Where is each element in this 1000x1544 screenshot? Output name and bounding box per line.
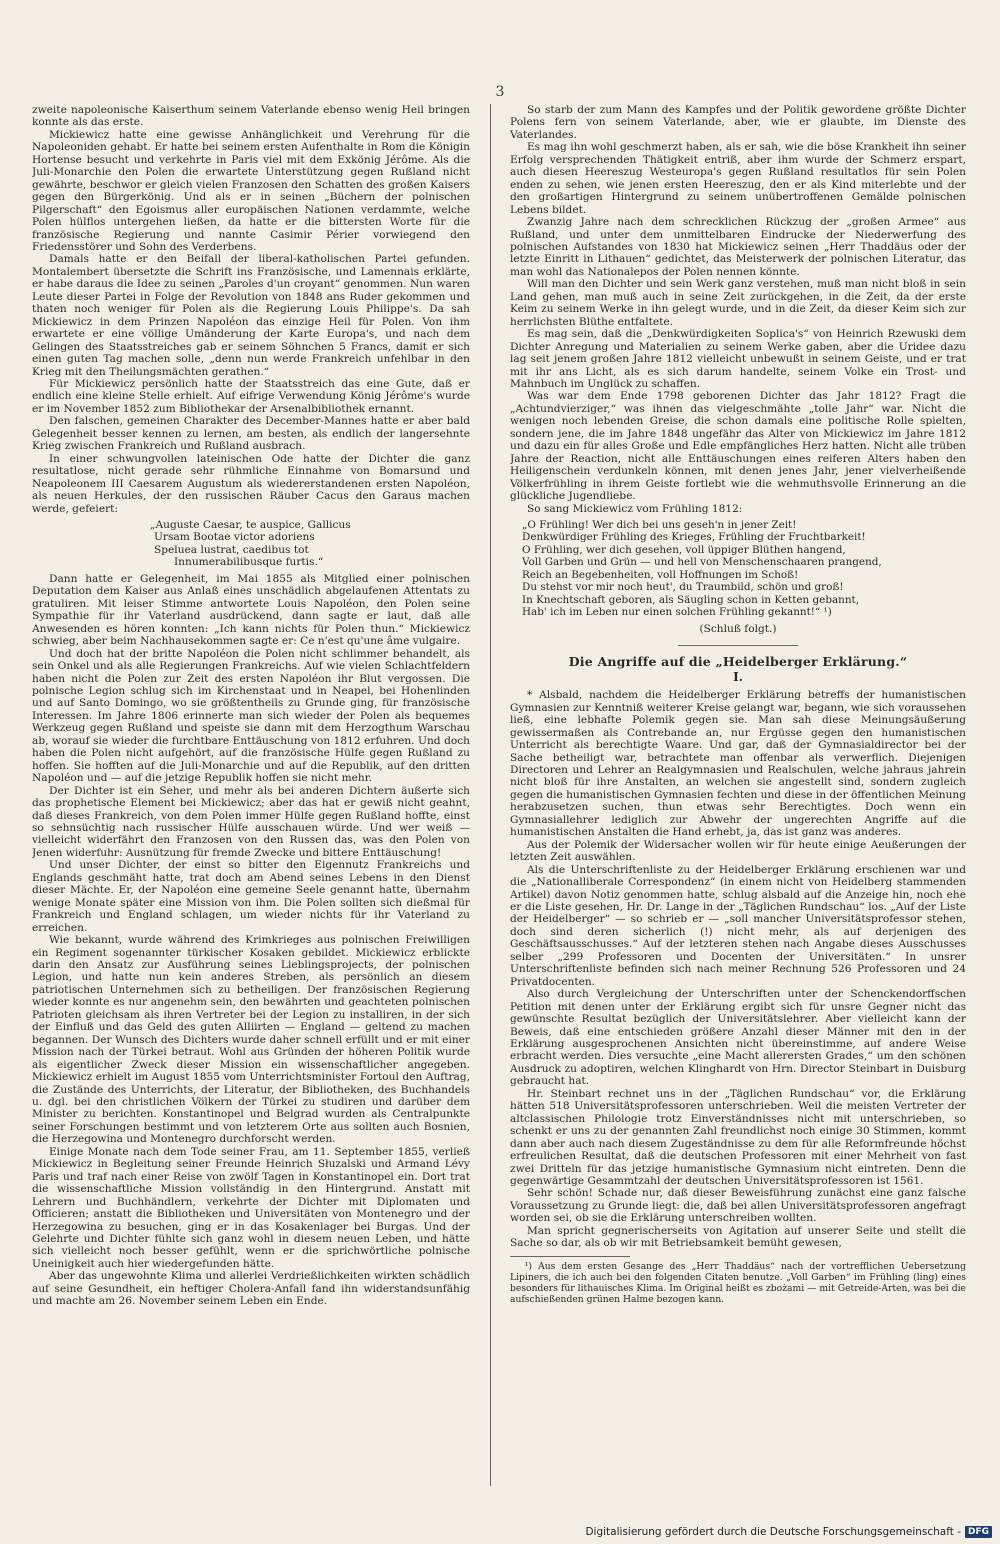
paragraph: In einer schwungvollen lateinischen Ode hatte der Dichter die ganz resultatlose, nicht gerade sehr rühmliche Einnahme von Bomarsund und Neapoleonem III Caesarem Augustum als wiedererstandenen ersten Napoléon, als neuen Herkules, der den russischen Räuber Cacus den Garaus machen werde, gefeiert: [32, 452, 470, 515]
poem-line: Voll Garben und Grün — und hell von Menschenschaaren prangend, [522, 556, 882, 569]
dfg-logo: DFG [965, 1526, 992, 1538]
credit-text: Digitalisierung gefördert durch die Deutsche Forschungsgemeinschaft - [585, 1526, 961, 1538]
paragraph: Der Dichter ist ein Seher, und mehr als bei anderen Dichtern äußerte sich das prophetische Element bei Mickiewicz; aber das hat er gewiß nicht geahnt, daß dieses Frankreich, von dem Polen immer Hülfe gegen Rußland hoffte, einst so sehnsüchtig nach russischer Hülfe ausschauen würde. Und wer weiß — vielleicht widerfährt den Franzosen von den Russen das, was den Polen von Jenen widerfuhr: Ausnützung für fremde Zwecke und bittere Enttäuschung! [32, 784, 470, 859]
paragraph: So sang Mickiewicz vom Frühling 1812: [526, 502, 743, 515]
article-part-number: I. [733, 669, 743, 684]
paragraph: Wie bekannt, wurde während des Krimkrieges aus polnischen Freiwilligen ein Regiment sogenannter türkischer Kosaken gebildet. Mickiewicz erblickte darin den Ansatz zur Ausführung seines Lieblingsprojects, der polnischen Legion, und hatte nun kein anderes Streben, als persönlich an diesem patriotischen Unternehmen sich zu betheiligen. Der französischen Regierung wieder konnte es nur angenehm sein, den bewährten und geachteten polnischen Patrioten gleichsam als ihren Vertreter bei der Legion zu installiren, in der sich der Einfluß und das Geld des guten Alliirten — England — geltend zu machen begannen. Der Wunsch des Dichters wurde daher schnell erfüllt und er mit einer Mission nach der Türkei betraut. Wohl aus Gründen der höheren Politik wurde als eigentlicher Zweck dieser Mission ein wissenschaftlicher angegeben. Mickiewicz erhielt im August 1855 vom Unterrichtsminister Fortoul den Auftrag, die Zustände des Unterrichts, der Literatur, der Bibliotheken, des Buchhandels u. dgl. bei den christlichen Völkern der Türkei zu studiren und darüber dem Minister zu berichten. Konstantinopel und Belgrad wurden als Centralpunkte seiner Forschungen bestimmt und von letzterem Orte aus sollten auch Bosnien, die Herzegowina und Montenegro durchforscht werden. [32, 934, 470, 1146]
paragraph: Als die Unterschriftenliste zu der Heidelberger Erklärung erschienen war und die „Nationalliberale Correspondenz“ (in einem nicht von Heidelberg stammenden Artikel) davon Notiz genommen hatte, schlug alsbald auf die Anzeige hin, noch ehe er die Liste gesehen, Hr. Dr. Lange in der „Täglichen Rundschau“ los. „Auf der Liste der Heidelberger“ — so schrieb er — „soll mancher Universitätsprofessor stehen, doch sind deren sicherlich (!) nicht mehr, als auf derjenigen des Geschäftsausschusses.“ Auf der letzteren stehen nach Angabe dieses Ausschusses selber „299 Professoren und Docenten der Universitäten.“ In unsrer Unterschriftenliste befinden sich nach meiner Rechnung 526 Professoren und 24 Privatdocenten. [510, 863, 966, 988]
paragraph: Will man den Dichter und sein Werk ganz verstehen, muß man nicht bloß in sein Land gehen, man muß auch in seine Zeit zurückgehen, in die Zeit, da der erste Keim zu seinem Werke in ihn gelegt wurde, und in die Zeit, da dieser Keim sich zur herrlichsten Blüthe entfaltete. [510, 278, 966, 328]
digitization-credit [585, 1526, 992, 1538]
quote-line: Ursam Bootae victor adoriens [154, 531, 315, 544]
paragraph: Für Mickiewicz persönlich hatte der Staatsstreich das eine Gute, daß er endlich eine kleine Stelle erhielt. Auf eifrige Verwendung König Jérôme's wurde er im November 1852 zum Bibliothekar der Arsenalbibliothek ernannt. [32, 377, 470, 415]
page-number: 3 [495, 84, 505, 100]
quote-line: „Auguste Caesar, te auspice, Gallicus [150, 518, 351, 531]
right-column [510, 104, 966, 1488]
paragraph: Damals hatte er den Beifall der liberal-katholischen Partei gefunden. Montalembert übersetzte die Schrift ins Französische, und Lamennais erklärte, er habe daraus die Idee zu seinen „Paroles d'un croyant“ genommen. Nun waren Leute dieser Partei in Folge der Revolution von 1848 ans Ruder gekommen und thaten noch weniger für Polen als die Regierung Louis Philippe's. Da sah Mickiewicz in dem Prinzen Napoléon das einzige Heil für Polen. Von ihm erwartete er eine völlige Umänderung der Karte Europa's, und nach dem Gelingen des Staatsstreiches gab er seinem Söhnchen 5 Francs, damit er sich einen guten Tag machen solle, „denn nun werde Frankreich unfehlbar in den Krieg mit den Theilungsmächten gerathen.“ [32, 253, 470, 378]
paragraph: Was war dem Ende 1798 geborenen Dichter das Jahr 1812? Fragt die „Achtundvierziger,“ was ihnen das vielgeschmähte „tolle Jahr“ war. Nicht die wenigen noch lebenden Greise, die schon damals eine politische Rolle spielten, sondern jene, die im Jahre 1848 ungefähr das Alter von Mickiewicz im Jahre 1812 und dazu ein für alles Große und Edle empfängliches Herz hatten. Nicht alle trüben Jahre der Reaction, nicht alle Enttäuschungen eines reiferen Alters haben den Heiligenschein verdunkeln können, mit denen jenes Jahr, jener vielverheißende Völkerfrühling in ihrem Geiste fortlebt wie die wehmuthsvolle Erinnerung an die glückliche Jugendliebe. [510, 390, 966, 503]
paragraph: Hr. Steinbart rechnet uns in der „Täglichen Rundschau“ vor, die Erklärung hätten 518 Universitätsprofessoren unterschrieben. Weil die meisten Vertreter der altclassischen Philologie trotz Einverständnisses nicht mit unterschrieben, so schenkt er uns zu der genannten Zahl freundlichst noch einige 30 Stimmen, kommt dann aber auch nach diesem Zugeständnisse zu dem für alle Reformfreunde höchst erfreulichen Resultat, daß die deutschen Professoren mit einer Mehrheit von fast zwei Dritteln für das jetzige humanistische Gymnasium nicht eintreten. Denn die gegenwärtige Gesammtzahl der deutschen Universitätsprofessoren ist 1561. [510, 1087, 966, 1187]
paragraph: Zwanzig Jahre nach dem schrecklichen Rückzug der „großen Armee“ aus Rußland, und unter dem unmittelbaren Eindrucke der Niederwerfung des polnischen Aufstandes von 1830 hat Mickiewicz seinen „Herr Thaddäus oder der letzte Einritt in Lithauen“ gedichtet, das Meisterwerk der polnischen Literatur, das man wohl das Nationalepos der Polen nennen könnte. [510, 216, 966, 278]
paragraph: Aus der Polemik der Widersacher wollen wir für heute einige Aeußerungen der letzten Zeit auswählen. [510, 838, 966, 864]
section-divider [678, 645, 798, 646]
paragraph: Und doch hat der britte Napoléon die Polen nicht schlimmer behandelt, als sein Onkel und als alle Regierungen Frankreichs. Auf wie vielen Schlachtfeldern haben nicht die Polen zur Zeit des ersten Napoléon ihr Blut vergossen. Die polnische Legion schlug sich im Kirchenstaat und in Neapel, bei Hohenlinden und auf Santo Domingo, wo sie größtentheils zu Grunde ging, für französische Interessen. Im Jahre 1806 erinnerte man sich wieder der Polen als bequemes Werkzeug gegen Rußland und speiste sie dann mit dem Herzogthum Warschau ab, worauf sie wieder die furchtbare Enttäuschung von 1812 erfuhren. Und doch haben die Polen nicht aufgehört, auf die französische Hülfe gegen Rußland zu hoffen. Sie hofften auf die Juli-Monarchie und auf die Republik, auf den dritten Napoléon und — auf die jetzige Republik hoffen sie nicht mehr. [32, 647, 470, 785]
paragraph: Also durch Vergleichung der Unterschriften unter der Schenckendorffschen Petition mit denen unter der Erklärung ergibt sich für unsre Gegner nicht das gewünschte Resultat bezüglich der Universitätslehrer. Aber vielleicht kann der Beweis, daß eine entschieden größere Anzahl dieser Männer mit den in der Erklärung ausgesprochenen Ansichten nicht übereinstimme, auf andere Weise erbracht werden. Dies versuchte „eine Macht allerersten Grades,“ um den schönen Ausdruck zu adoptiren, welchen Klinghardt von Hrn. Director Steinbart in Duisburg gebraucht hat. [510, 988, 966, 1088]
paragraph: Sehr schön! Schade nur, daß dieser Beweisführung zunächst eine ganz falsche Voraussetzung zu Grunde liegt: die, daß bei allen Universitätsprofessoren angefragt worden sei, ob sie die Erklärung unterschreiben wollten. [510, 1187, 966, 1225]
paragraph: * Alsbald, nachdem die Heidelberger Erklärung betreffs der humanistischen Gymnasien zur Kenntniß weiterer Kreise gelangt war, begann, wie sich voraussehen ließ, eine lebhafte Polemik gegen sie. Man sah diese Meinungsäußerung gewissermaßen als Contrebande an, nur Ergüsse gegen den humanistischen Unterricht als berechtigte Waare. Und gar, daß der Gymnasialdirector bei der Sache betheiligt war, betrachtete man offenbar als verwerflich. Diejenigen Directoren und Lehrer an Realgymnasien und Realschulen, welche jahraus jahrein nicht bloß für ihre Anstalten, an welchen sie angestellt sind, sondern zugleich gegen die humanistischen Gymnasien fechten und diese in der öffentlichen Meinung herabzusetzen suchen, thun etwas sehr Berechtigtes. Doch wenn ein Gymnasiallehrer lediglich zur Abwehr der ungerechten Angriffe auf die humanistischen Anstalten die Hand erhebt, ja, das ist ganz was anderes. [510, 689, 966, 839]
paragraph: Den falschen, gemeinen Charakter des December-Mannes hatte er aber bald Gelegenheit besser kennen zu lernen, am besten, als endlich der langersehnte Krieg zwischen Frankreich und Rußland ausbrach. [32, 415, 470, 453]
poem-line: Denkwürdiger Frühling des Krieges, Frühling der Fruchtbarkeit! [522, 531, 866, 544]
paragraph: Einige Monate nach dem Tode seiner Frau, am 11. September 1855, verließ Mickiewicz in Begleitung seiner Freunde Heinrich Słuzalski und Armand Lévy Paris und traf nach einer Reise von zwölf Tagen in Konstantinopel ein. Dort trat die wissenschaftliche Mission vollständig in den Hintergrund. Anstatt mit Lehrern und Buchhändlern, verkehrte der Dichter mit Diplomaten und Officieren; anstatt die Bibliotheken und Universitäten von Montenegro und der Herzegowina zu besuchen, ging er in das Kosakenlager bei Burgas. Und der Gelehrte und Dichter fühlte sich ganz wohl in diesem neuen Leben, und hätte sich vielleicht noch besser gefühlt, wenn er die sprichwörtliche polnische Uneinigkeit auch hier wiedergefunden hätte. [32, 1145, 470, 1270]
poem-line: In Knechtschaft geboren, als Säugling schon in Ketten gebannt, [522, 593, 860, 606]
poem-line: Hab' ich im Leben nur einen solchen Frühling gekannt!“ ¹) [522, 606, 832, 619]
paragraph: Mickiewicz hatte eine gewisse Anhänglichkeit und Verehrung für die Napoleoniden gehabt. Er hatte bei seinem ersten Aufenthalte in Rom die Königin Hortense besucht und verkehrte in Paris viel mit dem Exkönig Jérôme. Als die Juli-Monarchie den Polen die erwartete Unterstützung gegen Rußland nicht gewährte, beschwor er gleich vielen Franzosen den Schatten des großen Kaisers gegen den Bürgerkönig. Und als er in seinen „Büchern der polnischen Pilgerschaft“ den Egoismus aller europäischen Nationen verdammte, welche Polen hülflos untergehen ließen, da hatte er die bittersten Worte für die französische Regierung und nannte Casimir Périer vorwiegend den Friedensstörer und Sohn des Verderbens. [32, 128, 470, 253]
paragraph: Und unser Dichter, der einst so bitter den Eigennutz Frankreichs und Englands geschmäht hatte, trat doch am Abend seines Lebens in den Dienst dieser Mächte. Er, der Napoléon eine gemeine Seele genannt hatte, übernahm wenige Monate später eine Mission von ihm. Die Polen sollten sich dießmal für Frankreich und England schlagen, um wieder nichts für ihr Vaterland zu erreichen. [32, 859, 470, 934]
paragraph: Es mag sein, daß die „Denkwürdigkeiten Soplica's“ von Heinrich Rzewuski dem Dichter Anregung und Materialien zu seinem Werke gaben, aber die Uridee dazu lag seit jenem großen Jahre 1812 vielleicht unbewußt in seinem Geiste, und er trat mit ihr ans Licht, als es sich darum handelte, seinem Volke ein Trost- und Mahnbuch im Unglück zu schaffen. [510, 328, 966, 390]
poem-line: „O Frühling! Wer dich bei uns geseh'n in jener Zeit! [522, 518, 797, 531]
quote-line: Innumerabilibusque furtis.“ [174, 556, 324, 569]
right-paragraphs-b [510, 689, 966, 1249]
quote-line: Speluea lustrat, caedibus tot [154, 543, 309, 556]
paragraph: Dann hatte er Gelegenheit, im Mai 1855 als Mitglied einer polnischen Deputation dem Kaiser aus Anlaß eines unschädlich abgelaufenen Attentats zu gratuliren. Mit leiser Stimme antwortete Louis Napoléon, den Polen seine Sympathie für ihr Vaterland ausdrückend, dann sagte er laut, daß alle Anwesenden es hören konnten: „Ich kann nichts für Polen thun.“ Mickiewicz schwieg, aber beim Nachhausekommen sagte er: Ce n'est qu'une âme vulgaire. [32, 572, 470, 648]
poem-line: O Frühling, wer dich gesehen, voll üppiger Blüthen hangend, [522, 543, 846, 556]
left-column [32, 104, 470, 1488]
paragraph: Es mag ihn wohl geschmerzt haben, als er sah, wie die böse Krankheit ihn seiner Erfolg versprechenden Thätigkeit entriß, aber ihm wurde der Schmerz erspart, auch diesen Heereszug Westeuropa's gegen Rußland resultatlos für sein Polen enden zu sehen, wie jenen ersten Heereszug, den er als Kind miterlebte und der den großartigen Hintergrund zu seinem unübertroffenen Gemälde polnischen Lebens bildet. [510, 141, 966, 216]
footnote: ¹) Aus dem ersten Gesange des „Herr Thaddäus“ nach der vortrefflichen Uebersetzung Lipiners, die ich auch bei den folgenden Citaten benutze. „Voll Garben“ im Frühling (ling) eines besonders für lithauisches Klima. Im Original heißt es zbożami — mit Getreide-Arten, was bei die aufschießenden grünen Halme bezogen kann. [510, 1260, 966, 1305]
to-be-continued: (Schluß folgt.) [699, 622, 777, 635]
paragraph: zweite napoleonische Kaiserthum seinem Vaterlande ebenso wenig Heil bringen konnte als das erste. [32, 104, 470, 129]
paragraph: Aber das ungewohnte Klima und allerlei Verdrießlichkeiten wirkten schädlich auf seine Gesundheit, ein heftiger Cholera-Anfall fand ihn widerstandsunfähig und machte am 26. November seinem Leben ein Ende. [32, 1270, 470, 1308]
right-paragraphs-a [510, 104, 966, 515]
paragraph: Man spricht gegnerischerseits von Agitation auf unserer Seite und stellt die Sache so dar, als ob wir mit Betriebsamkeit bemüht gewesen, [510, 1224, 966, 1250]
latin-ode-quote [150, 519, 470, 569]
left-paragraphs-a [32, 104, 470, 515]
poem-line: Du stehst vor mir noch heut', du Traumbild, schön und groß! [522, 581, 844, 594]
paragraph: So starb der zum Mann des Kampfes und der Politik gewordene größte Dichter Polens fern von seinem Vaterlande, aber, wie er glaubte, im Dienste des Vaterlandes. [510, 104, 966, 141]
footnote-divider [510, 1256, 630, 1257]
poem-line: Reich an Begebenheiten, voll Hoffnungen im Schoß! [522, 568, 799, 581]
left-paragraphs-b [32, 573, 470, 1308]
article-title: Die Angriffe auf die „Heidelberger Erklärung.“ [568, 654, 908, 670]
spring-poem [522, 519, 966, 619]
column-divider [490, 104, 491, 1486]
